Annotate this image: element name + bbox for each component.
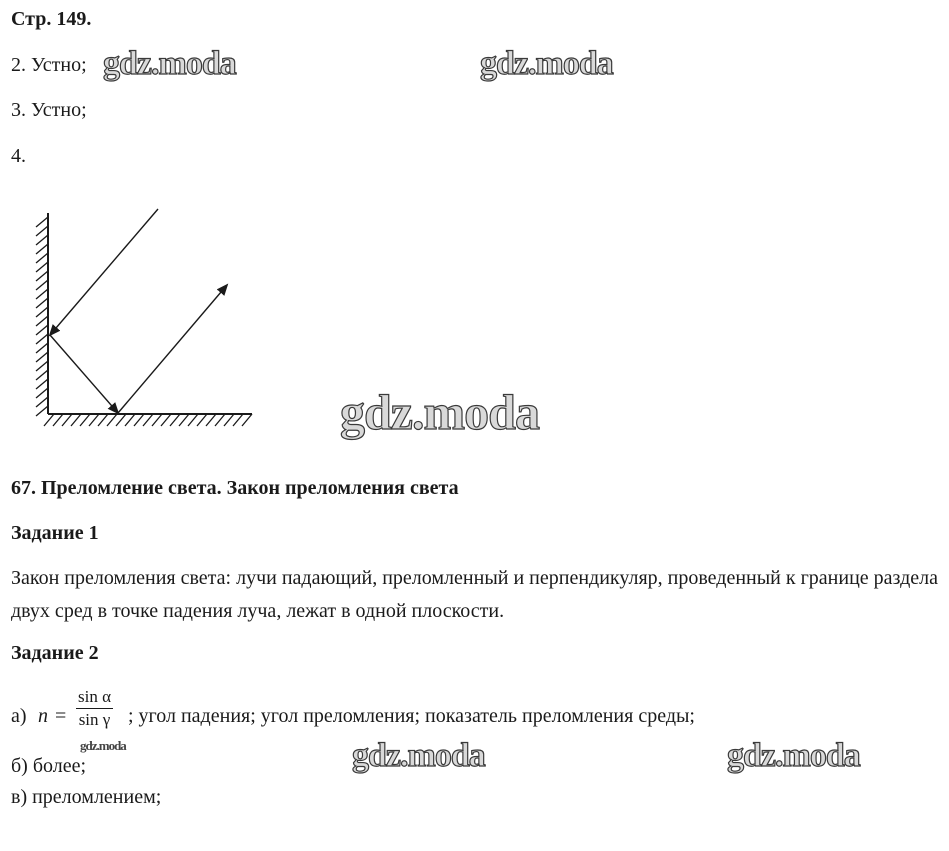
formula-numerator: sin α <box>76 687 113 709</box>
hatch-mark <box>36 235 48 245</box>
task1-text: Закон преломления света: лучи падающий, преломленный и перпендикуляр, проведенный к границе раздела двух сред в точке падения луча, лежат в одной плоскости. <box>11 567 938 622</box>
hatch-mark <box>224 414 234 426</box>
hatch-mark <box>36 280 48 290</box>
page-header: Стр. 149. <box>11 8 92 30</box>
item-4: 4. <box>11 145 26 167</box>
task1-title: Задание 1 <box>11 522 99 544</box>
section-title: 67. Преломление света. Закон преломления света <box>11 477 459 499</box>
hatch-mark <box>242 414 252 426</box>
hatch-mark <box>36 289 48 299</box>
hatch-mark <box>143 414 153 426</box>
hatch-mark <box>188 414 198 426</box>
hatch-mark <box>36 352 48 362</box>
hatch-mark <box>36 325 48 335</box>
hatch-mark <box>36 244 48 254</box>
task2-title: Задание 2 <box>11 642 99 664</box>
task2-a-prefix: а) <box>11 705 27 727</box>
hatch-mark <box>36 388 48 398</box>
hatch-mark <box>98 414 108 426</box>
hatch-mark <box>170 414 180 426</box>
hatch-mark <box>36 262 48 272</box>
hatch-mark <box>197 414 207 426</box>
watermark-2: gdz.moda <box>480 45 613 82</box>
first-reflected-ray <box>50 335 118 413</box>
hatch-mark <box>36 307 48 317</box>
hatch-mark <box>36 370 48 380</box>
watermark-6: gdz.moda <box>727 737 860 774</box>
formula-equals: = <box>55 705 67 727</box>
hatch-mark <box>36 271 48 281</box>
formula-variable <box>38 705 48 728</box>
hatch-mark <box>36 406 48 416</box>
formula-denominator: sin γ <box>78 710 111 729</box>
watermark-4: gdz.moda <box>80 738 126 753</box>
item-2: 2. Устно; <box>11 54 87 76</box>
hatch-mark <box>71 414 81 426</box>
hatch-mark <box>161 414 171 426</box>
hatch-mark <box>134 414 144 426</box>
hatch-mark <box>36 316 48 326</box>
hatch-mark <box>36 361 48 371</box>
hatch-mark <box>89 414 99 426</box>
vertical-mirror-hatching <box>36 217 48 416</box>
watermark-1: gdz.moda <box>103 45 236 82</box>
hatch-mark <box>36 397 48 407</box>
hatch-mark <box>44 414 54 426</box>
hatch-mark <box>206 414 216 426</box>
hatch-mark <box>179 414 189 426</box>
hatch-mark <box>62 414 72 426</box>
formula-fraction <box>76 687 113 730</box>
watermark-3: gdz.moda <box>340 384 539 440</box>
hatch-mark <box>36 226 48 236</box>
hatch-mark <box>36 343 48 353</box>
watermark-5: gdz.moda <box>352 737 485 774</box>
hatch-mark <box>152 414 162 426</box>
reflection-diagram <box>28 205 258 437</box>
hatch-mark <box>36 253 48 263</box>
hatch-mark <box>215 414 225 426</box>
hatch-mark <box>36 217 48 227</box>
task2-v-text: в) преломлением; <box>11 786 162 808</box>
formula-n: n <box>38 705 48 727</box>
hatch-mark <box>36 379 48 389</box>
task2-b-text: б) более; <box>11 755 87 777</box>
hatch-mark <box>36 334 48 344</box>
hatch-mark <box>125 414 135 426</box>
hatch-mark <box>80 414 90 426</box>
hatch-mark <box>36 298 48 308</box>
hatch-mark <box>116 414 126 426</box>
horizontal-mirror-hatching <box>44 414 252 426</box>
item-3: 3. Устно; <box>11 99 87 121</box>
hatch-mark <box>53 414 63 426</box>
second-reflected-ray <box>118 285 227 413</box>
hatch-mark <box>107 414 117 426</box>
task2-a-text: ; угол падения; угол преломления; показатель преломления среды; <box>128 705 695 727</box>
incident-ray <box>50 209 158 335</box>
hatch-mark <box>233 414 243 426</box>
